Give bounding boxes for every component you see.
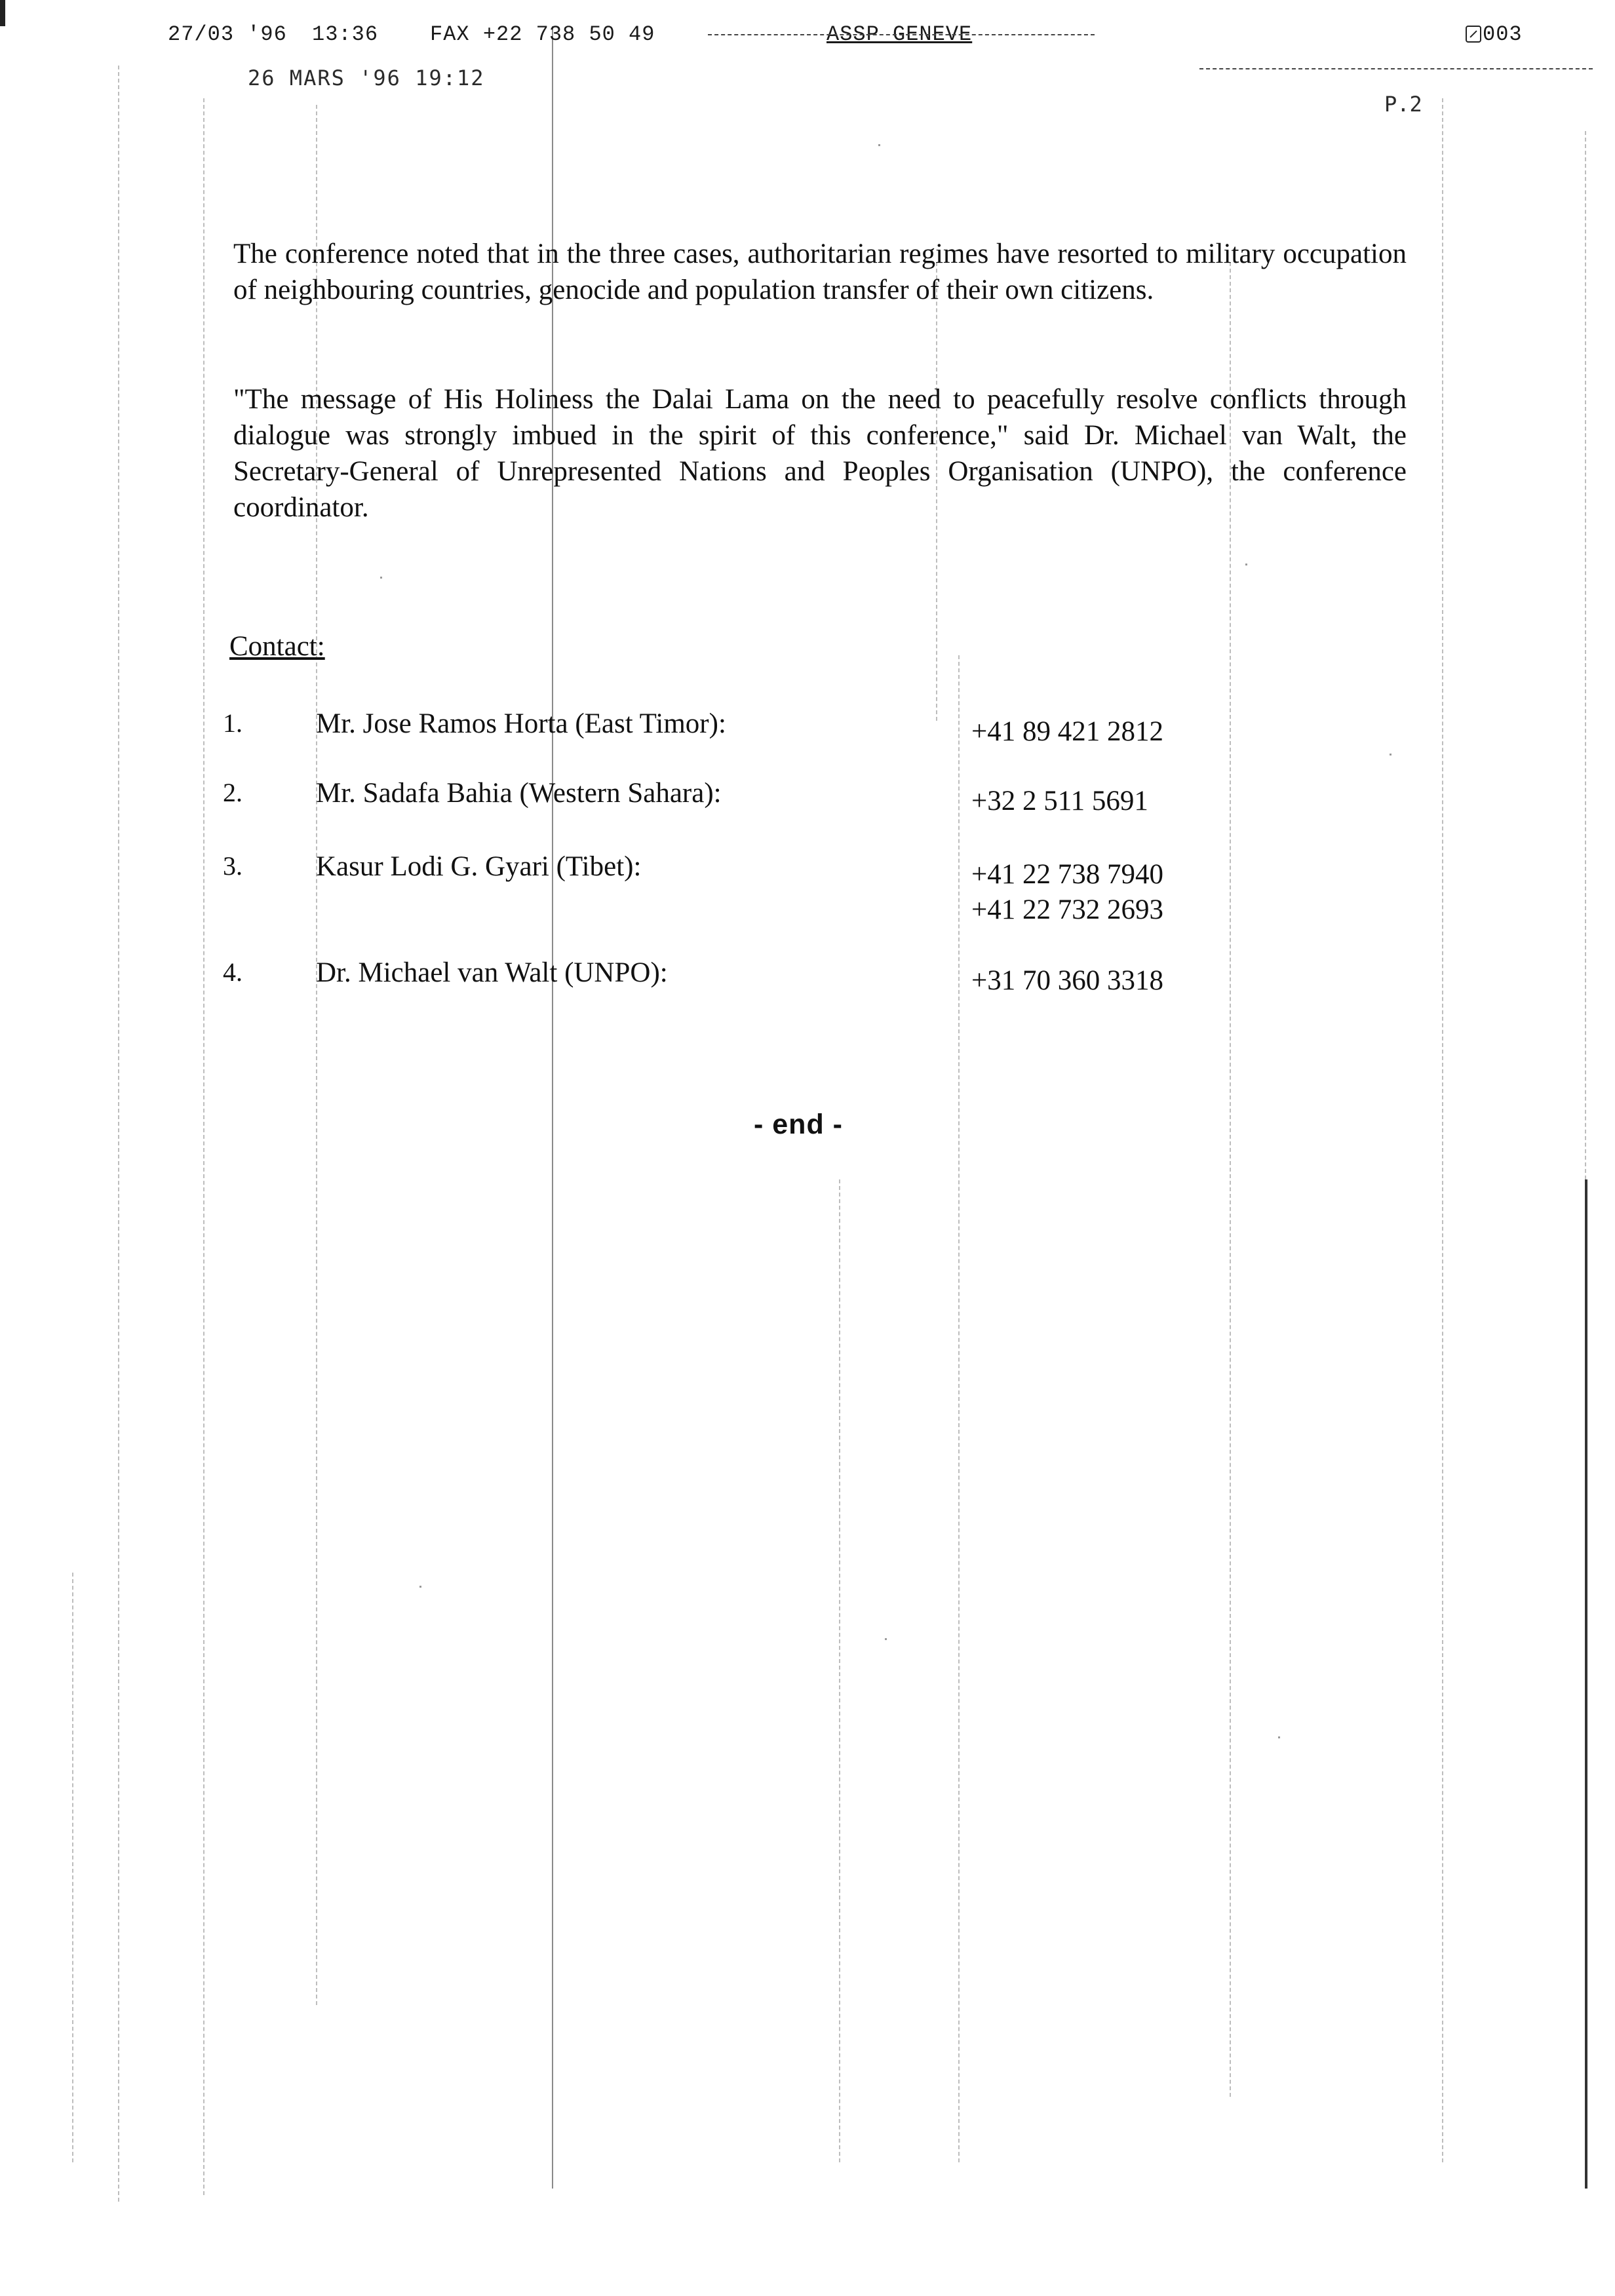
fax-speck: [1278, 1736, 1280, 1738]
page-marker: P.2: [1384, 92, 1422, 117]
fax-edge-line: [1585, 1179, 1587, 2189]
contact-phone: +41 89 421 2812: [971, 716, 1164, 747]
fax-page-number: 003: [1483, 22, 1523, 47]
fax-speck: [380, 577, 382, 579]
fax-speck: [1245, 564, 1247, 565]
fax-time: 13:36: [312, 22, 379, 47]
fax-scan-line: [203, 98, 204, 2195]
fax-corner-mark: [0, 0, 5, 26]
fax-scan-line: [1230, 262, 1231, 2097]
fax-station: ASSP GENEVE: [827, 22, 973, 47]
fax-speck: [878, 144, 880, 146]
contact-number: 2.: [223, 778, 243, 807]
fax-number: FAX +22 738 50 49: [430, 22, 655, 47]
end-marker: - end -: [754, 1109, 843, 1140]
fax-received-stamp: 26 MARS '96 19:12: [248, 66, 485, 90]
fax-page-count: [1466, 22, 1523, 47]
contact-number: 4.: [223, 957, 243, 987]
contact-item: [223, 851, 1403, 929]
fax-header-rule: [1199, 68, 1593, 69]
fax-header-rule: [708, 34, 1095, 35]
fax-edge-line: [1585, 131, 1586, 1179]
fax-scan-line: [552, 26, 553, 2189]
contact-phone-secondary: +41 22 732 2693: [971, 894, 1164, 925]
contact-name: Mr. Jose Ramos Horta (East Timor):: [316, 708, 726, 739]
contact-phone: +32 2 511 5691: [971, 786, 1148, 816]
contact-item: [223, 957, 1403, 996]
contact-phone: +31 70 360 3318: [971, 965, 1164, 996]
fax-speck: [1390, 754, 1391, 756]
contact-item: [223, 708, 1403, 747]
contact-number: 3.: [223, 851, 243, 881]
contact-item: [223, 777, 1403, 816]
fax-speck: [419, 1586, 421, 1588]
contact-number: 1.: [223, 708, 243, 738]
fax-scan-line: [839, 1179, 840, 2162]
fax-speck: [885, 1638, 887, 1640]
fax-scan-line: [1442, 98, 1443, 2162]
fax-transmission-header: [168, 22, 1531, 55]
paragraph-conference-noted: The conference noted that in the three cases, authoritarian regimes have resorted to military occupation of neighbouring countries, genocide and population transfer of their own citizens.: [233, 239, 1407, 305]
fax-scan-line: [118, 66, 119, 2202]
contact-heading: Contact:: [229, 631, 325, 662]
fax-date: 27/03 '96: [168, 22, 287, 47]
fax-scan-line: [72, 1573, 73, 2162]
contact-phone: [971, 857, 1163, 928]
contact-phone-primary: +41 22 738 7940: [971, 859, 1164, 890]
contact-name: Mr. Sadafa Bahia (Western Sahara):: [316, 778, 722, 809]
paragraph-dalai-lama-message: "The message of His Holiness the Dalai Lama on the need to peacefully resolve conflicts through dialogue was strongly imbued in the spirit of this conference," said Dr. Michael van Walt, the Secretary-General of Unrepresented Nations and Peoples Organisation (UNPO), the conference coordinator.: [233, 384, 1407, 523]
contact-name: Dr. Michael van Walt (UNPO):: [316, 957, 668, 988]
fax-page-icon: [1466, 26, 1481, 43]
contact-name: Kasur Lodi G. Gyari (Tibet):: [316, 851, 642, 882]
